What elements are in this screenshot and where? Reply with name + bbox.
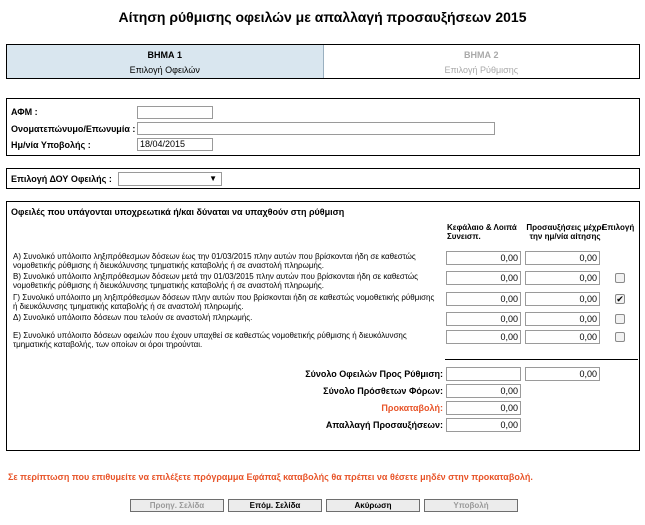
debt-row-c-surcharge[interactable]: 0,00: [525, 292, 600, 306]
step-2-number: ΒΗΜΑ 2: [463, 50, 499, 60]
prev-page-button[interactable]: Προηγ. Σελίδα: [130, 499, 224, 512]
step-1-name: Επιλογή Οφειλών: [129, 65, 200, 75]
step-2-tab: [324, 45, 640, 78]
page-title: Αίτηση ρύθμισης οφειλών με απαλλαγή προσαυξήσεων 2015: [118, 9, 527, 25]
prepayment-notice: Σε περίπτωση που επιθυμείτε να επιλέξετε πρόγραμμα Εφάπαξ καταβολής θα πρέπει να θέσετε μηδέν στην προκαταβολή.: [8, 472, 533, 482]
sum-total-capital: [446, 367, 521, 381]
step-2-name: Επιλογή Ρύθμισης: [444, 65, 519, 75]
sum-divider: [445, 359, 638, 360]
capital-column-header: Κεφάλαιο & Λοιπά Συνεισπ.: [447, 223, 517, 241]
submission-date-input[interactable]: 18/04/2015: [137, 138, 213, 151]
chevron-down-icon: ▼: [209, 174, 217, 183]
debt-row-c-text: Γ) Συνολικό υπόλοιπο μη ληξιπρόθεσμων δόσεων πλην αυτών που βρίσκονται ήδη σε καθεστώς νομοθετικής ρύθμισης ή διευκόλυνσης τμηματικής καταβολής ή σε αναστολή πληρωμής.: [13, 293, 435, 311]
doy-select[interactable]: [118, 172, 222, 186]
prepayment-label: Προκαταβολή:: [381, 403, 443, 413]
debt-row-b-checkbox[interactable]: [615, 273, 625, 283]
doy-panel: [6, 168, 640, 189]
debt-row-b-text: Β) Συνολικό υπόλοιπο ληξιπρόθεσμων δόσεων μετά την 01/03/2015 πλην αυτών που βρίσκονται ήδη σε καθεστώς νομοθετικής ρύθμισης ή διευκόλυνσης τμηματικής καταβολής ή σε αναστολή πληρωμής.: [13, 272, 418, 290]
debt-row-a-surcharge[interactable]: 0,00: [525, 251, 600, 265]
debt-row-e-capital[interactable]: 0,00: [446, 330, 521, 344]
debt-row-a-text: Α) Συνολικό υπόλοιπο ληξιπρόθεσμων δόσεων έως την 01/03/2015 πλην αυτών που βρίσκονται ήδη σε καθεστώς νομοθετικής ρύθμισης ή διευκόλυνσης τμηματικής καταβολής ή σε αναστολή πληρωμής.: [13, 252, 416, 270]
step-1-number: ΒΗΜΑ 1: [147, 50, 182, 60]
taxpayer-info-panel: [6, 98, 640, 156]
name-input[interactable]: [137, 122, 495, 135]
submit-button[interactable]: Υποβολή: [424, 499, 518, 512]
debt-row-c-checkbox[interactable]: ✔: [616, 294, 624, 304]
debt-row-d-surcharge[interactable]: 0,00: [525, 312, 600, 326]
step-1-tab[interactable]: [7, 45, 324, 78]
sum-total-surcharge: 0,00: [525, 367, 600, 381]
debt-row-d-text: Δ) Συνολικό υπόλοιπο δόσεων που τελούν σε αναστολή πληρωμής.: [13, 313, 253, 322]
debt-row-c-capital[interactable]: 0,00: [446, 292, 521, 306]
exemption-value: 0,00: [446, 418, 521, 432]
exemption-label: Απαλλαγή Προσαυξήσεων:: [325, 420, 443, 430]
name-label: Ονοματεπώνυμο/Επωνυμία :: [11, 124, 136, 134]
debts-title: Οφειλές που υπάγονται υποχρεωτικά ή/και δύναται να υπαχθούν στη ρύθμιση: [11, 207, 345, 217]
debt-row-d-checkbox[interactable]: [615, 314, 625, 324]
sum-taxes-value: 0,00: [446, 384, 521, 398]
surcharge-column-header: Προσαυξήσεις μέχρι την ημ/νία αίτησης: [526, 223, 604, 241]
afm-label: ΑΦΜ :: [11, 107, 38, 117]
submission-date-label: Ημ/νία Υποβολής :: [11, 140, 91, 150]
debt-row-a-capital[interactable]: 0,00: [446, 251, 521, 265]
prepayment-input[interactable]: 0,00: [446, 401, 521, 415]
debt-row-e-checkbox[interactable]: [615, 332, 625, 342]
sum-taxes-label: Σύνολο Πρόσθετων Φόρων:: [323, 386, 443, 396]
cancel-button[interactable]: Ακύρωση: [326, 499, 420, 512]
afm-input[interactable]: [137, 106, 213, 119]
debts-panel: [6, 201, 640, 451]
sum-total-label: Σύνολο Οφειλών Προς Ρύθμιση:: [305, 369, 443, 379]
select-column-header: Επιλογή: [602, 223, 635, 232]
next-page-button[interactable]: Επόμ. Σελίδα: [228, 499, 322, 512]
debt-row-e-text: Ε) Συνολικό υπόλοιπο δόσεων οφειλών που έχουν υπαχθεί σε καθεστώς νομοθετικής ρύθμισης ή διευκόλυνσης τμηματικής καταβολής, των οποίων οι όροι τηρούνται.: [13, 331, 407, 349]
debt-row-b-surcharge[interactable]: 0,00: [525, 271, 600, 285]
step-wizard: [6, 44, 640, 79]
doy-label: Επιλογή ΔΟΥ Οφειλής :: [11, 174, 112, 184]
debt-row-b-capital[interactable]: 0,00: [446, 271, 521, 285]
debt-row-e-surcharge[interactable]: 0,00: [525, 330, 600, 344]
debt-row-d-capital[interactable]: 0,00: [446, 312, 521, 326]
